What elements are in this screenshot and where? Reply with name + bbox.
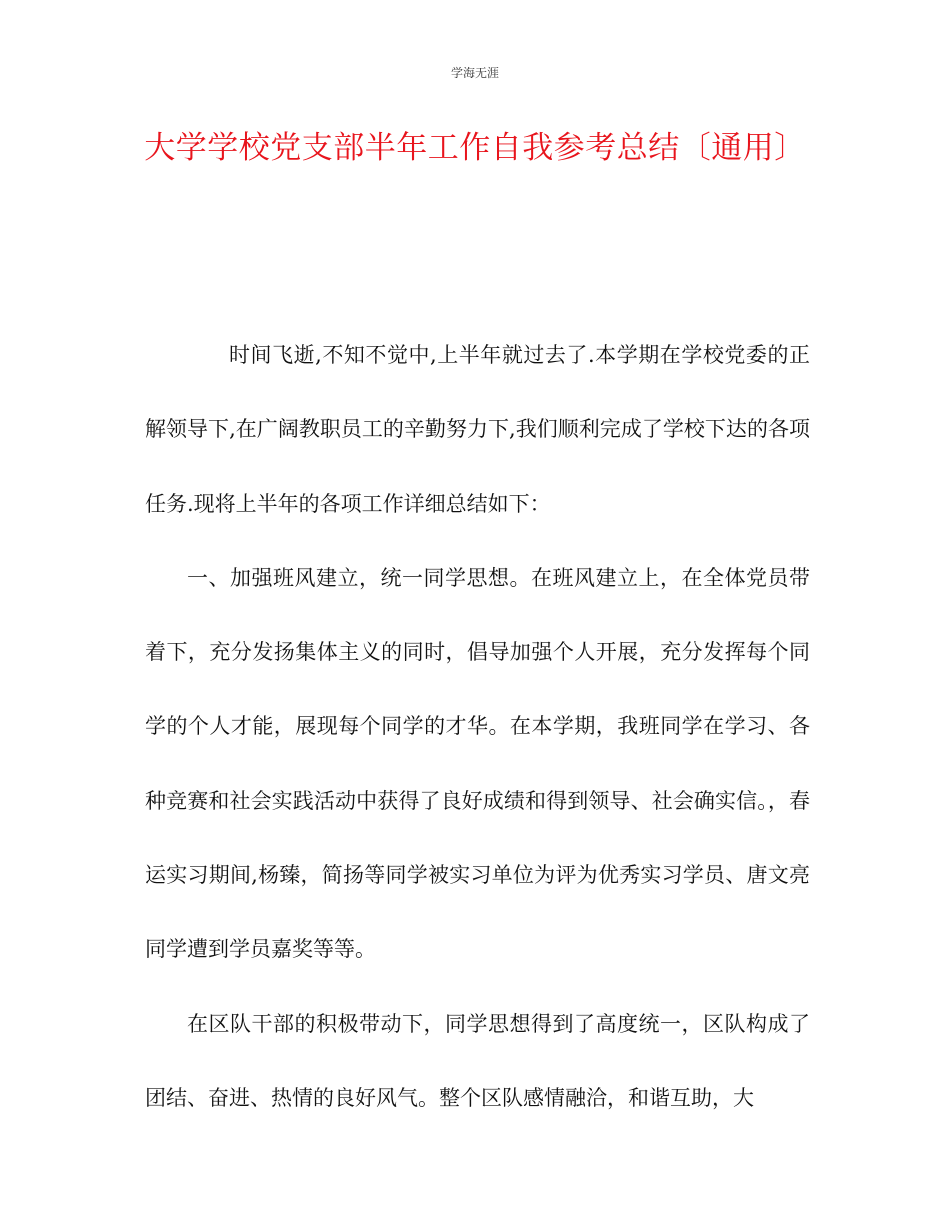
page-header: 学海无涯	[450, 66, 499, 80]
document-title: 大学学校党支部半年工作自我参考总结〔通用〕	[144, 130, 806, 166]
document-body	[145, 318, 810, 1135]
paragraph-section-one: 一、加强班风建立，统一同学思想。在班风建立上，在全体党员带着下，充分发扬集体主义的同时，倡导加强个人开展，充分发挥每个同学的个人才能，展现每个同学的才华。在本学期，我班同学在学习、各种竞赛和社会实践活动中获得了良好成绩和得到领导、社会确实信。，春运实习期间,杨臻，简扬等同学被实习单位为评为优秀实习学员、唐文亮同学遭到学员嘉奖等等。	[145, 565, 810, 962]
paragraph-team-spirit: 在区队干部的积极带动下，同学思想得到了高度统一，区队构成了团结、奋进、热情的良好风气。整个区队感情融洽，和谐互助，大	[145, 1011, 810, 1110]
paragraph-intro: 时间飞逝,不知不觉中,上半年就过去了.本学期在学校党委的正解领导下,在广阔教职员工的辛勤努力下,我们顺利完成了学校下达的各项任务.现将上半年的各项工作详细总结如下：	[145, 343, 810, 516]
